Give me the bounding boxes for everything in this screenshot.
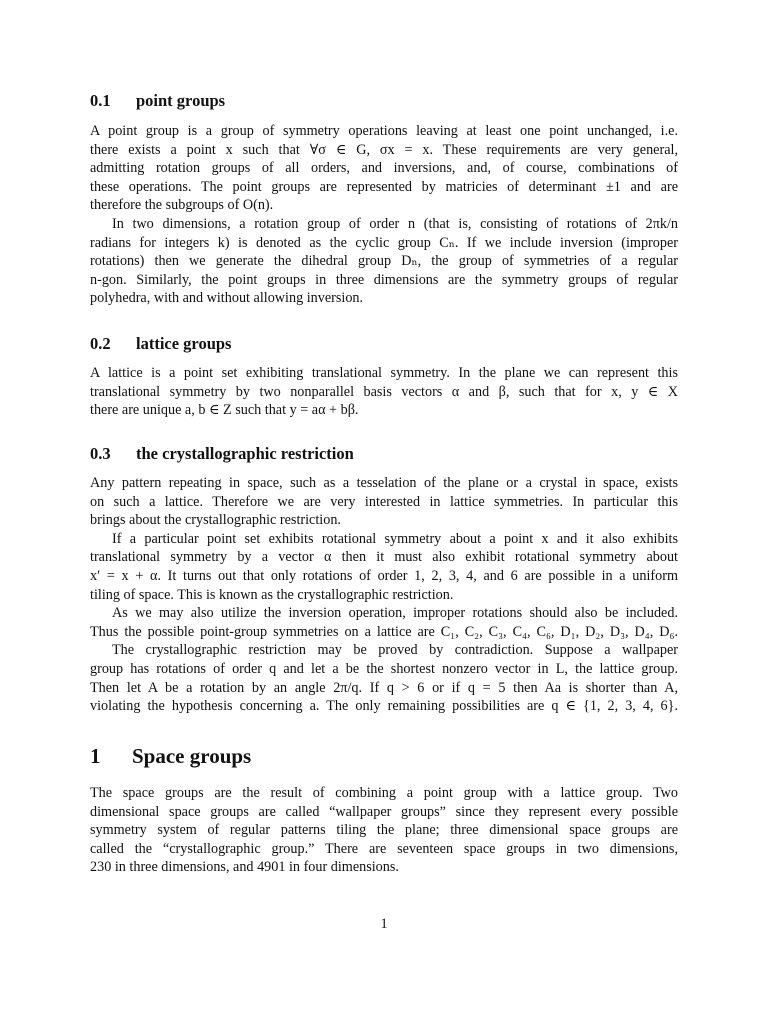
paragraph-crystallographic-restriction (90, 474, 678, 716)
text-line: dimensional space groups are called “wallpaper groups” since they represent every possible (90, 803, 678, 820)
paragraph-point-groups (90, 122, 678, 308)
text-line: radians for integers k) is denoted as the cyclic group Cₙ. If we include inversion (improper (90, 234, 678, 251)
text-line: translational symmetry by a vector α then it must also exhibit rotational symmetry about (90, 549, 678, 566)
text-line: Then let A be a rotation by an angle 2π/q. If q > 6 or if q = 5 then Aa is shorter than A, (90, 679, 678, 696)
text-line: violating the hypothesis concerning a. The only remaining possibilities are q ∈ {1, 2, 3, 4, 6}. (90, 698, 678, 715)
text-line: brings about the crystallographic restriction. (90, 512, 341, 529)
text-line: If a particular point set exhibits rotational symmetry about a point x and it also exhibits (112, 530, 678, 547)
text-line: A lattice is a point set exhibiting translational symmetry. In the plane we can represent this (90, 365, 678, 381)
text-line: rotations) then we generate the dihedral group Dₙ, the group of symmetries of a regular (90, 253, 678, 270)
section-title: Space groups (132, 744, 252, 768)
text-line: A point group is a group of symmetry operations leaving at least one point unchanged, i.e. (90, 123, 678, 139)
section-title: point groups (136, 91, 226, 110)
text-line: Any pattern repeating in space, such as a tesselation of the plane or a crystal in space, exists (90, 475, 678, 491)
text-line: group has rotations of order q and let a be the shortest nonzero vector in L, the lattice group. (90, 660, 678, 677)
text-line: there are unique a, b ∈ Z such that y = aα + bβ. (90, 402, 359, 419)
section-heading-lattice-groups (90, 334, 678, 354)
section-heading-space-groups (90, 744, 678, 769)
text-line: In two dimensions, a rotation group of order n (that is, consisting of rotations of 2πk/n (112, 215, 678, 232)
text-line: symmetry system of regular patterns tiling the plane; three dimensional space groups are (90, 822, 678, 839)
text-line: there exists a point x such that ∀σ ∈ G, σx = x. These requirements are very general, (90, 141, 678, 158)
text-line: The crystallographic restriction may be proved by contradiction. Suppose a wallpaper (112, 642, 678, 659)
text-line: The space groups are the result of combining a point group with a lattice group. Two (90, 785, 678, 801)
section-heading-crystallographic-restriction (90, 444, 678, 464)
text-line: polyhedra, with and without allowing inversion. (90, 290, 364, 307)
paragraph-lattice-groups (90, 364, 678, 420)
text-line: on such a lattice. Therefore we are very interested in lattice symmetries. In particular this (90, 493, 678, 510)
section-heading-point-groups (90, 91, 678, 111)
section-number: 0.2 (90, 334, 111, 353)
text-line: admitting rotation groups of all orders, and inversions, and, of course, combinations of (90, 160, 678, 177)
text-line: n-gon. Similarly, the point groups in three dimensions are the symmetry groups of regular (90, 271, 678, 288)
section-number: 0.3 (90, 444, 111, 463)
text-line: therefore the subgroups of O(n). (90, 197, 274, 214)
section-title: the crystallographic restriction (136, 444, 354, 463)
text-line: called the “crystallographic group.” There are seventeen space groups in two dimensions, (90, 840, 678, 857)
text-line: tiling of space. This is known as the crystallographic restriction. (90, 586, 454, 603)
text-line: these operations. The point groups are represented by matricies of determinant ±1 and are (90, 178, 678, 195)
text-line: As we may also utilize the inversion operation, improper rotations should also be included. (112, 605, 678, 622)
page-number: 1 (380, 916, 388, 932)
text-line: translational symmetry by two nonparallel basis vectors α and β, such that for x, y ∈ X (90, 383, 678, 400)
text-line: Thus the possible point-group symmetries on a lattice are C₁, C₂, C₃, C₄, C₆, D₁, D₂, D₃, D₄, D₆. (90, 623, 678, 640)
section-number: 0.1 (90, 91, 111, 110)
paragraph-space-groups (90, 784, 678, 877)
section-number: 1 (90, 744, 101, 768)
text-line: 230 in three dimensions, and 4901 in four dimensions. (90, 859, 399, 876)
section-title: lattice groups (136, 334, 232, 353)
text-line: x′ = x + α. It turns out that only rotations of order 1, 2, 3, 4, and 6 are possible in a uniform (90, 567, 678, 584)
